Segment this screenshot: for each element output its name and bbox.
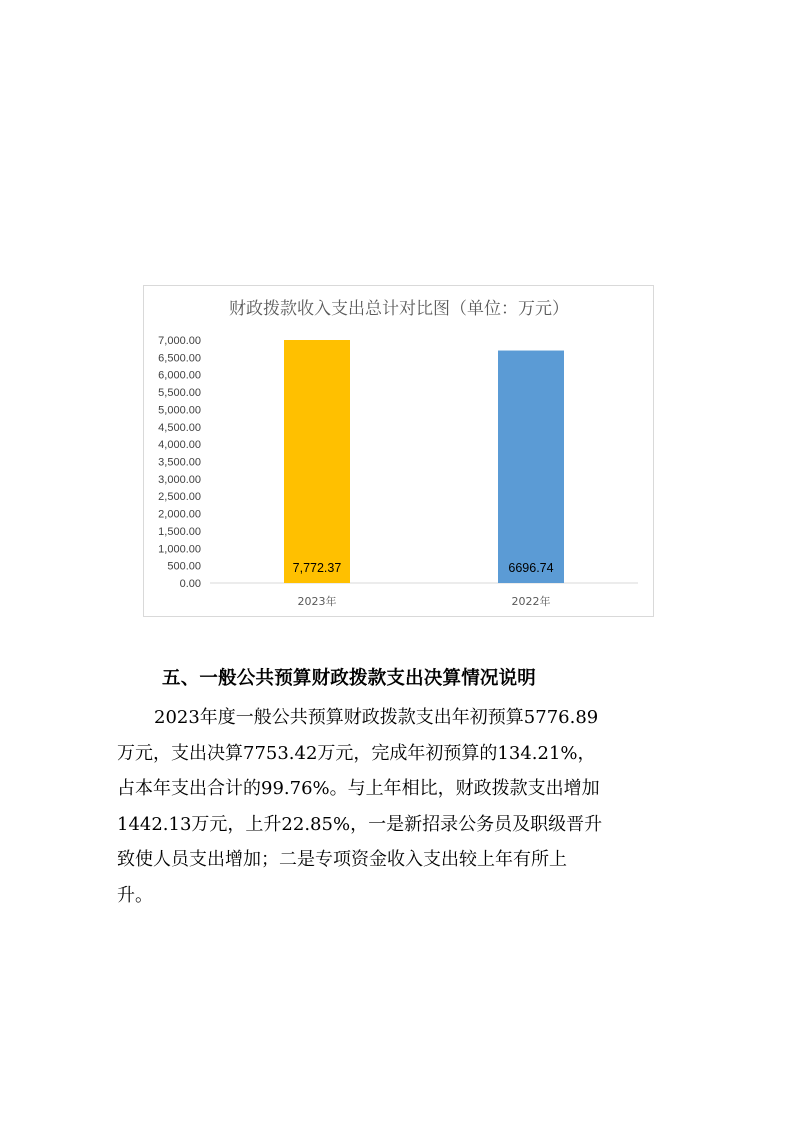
y-tick-label: 6,000.00: [158, 369, 201, 382]
y-tick-label: 4,500.00: [158, 421, 201, 434]
bar-2022年: [498, 351, 564, 583]
y-tick-label: 2,500.00: [158, 491, 201, 504]
data-labels: [293, 561, 554, 575]
y-tick-label: 2,000.00: [158, 508, 201, 521]
section-heading: 五、一般公共预算财政拨款支出决算情况说明: [162, 668, 537, 689]
y-tick-label: 500.00: [167, 560, 201, 573]
category-labels: [298, 594, 551, 608]
body-line-4: 1442.13万元，上升22.85%，一是新招录公务员及职级晋升: [117, 813, 603, 835]
x-category-label: 2023年: [297, 595, 337, 608]
y-tick-label: 1,500.00: [158, 525, 201, 538]
bar-chart: [143, 285, 654, 617]
section-body: [117, 700, 677, 914]
y-tick-label: 5,500.00: [158, 387, 201, 400]
chart-title: 财政拨款收入支出总计对比图（单位：万元）: [229, 299, 569, 319]
body-line-2: 万元，支出决算7753.42万元，完成年初预算的134.21%，: [117, 742, 596, 764]
y-tick-label: 7,000.00: [158, 335, 201, 347]
bar-2023年: [284, 340, 350, 583]
y-axis-ticks: [158, 335, 201, 590]
y-tick-label: 5,000.00: [158, 404, 201, 417]
body-line-5: 致使人员支出增加；二是专项资金收入支出较上年有所上: [117, 849, 567, 871]
data-label-2023年: 7,772.37: [292, 561, 342, 575]
data-label-2022年: 6696.74: [508, 561, 554, 575]
body-line-6: 升。: [117, 884, 153, 906]
y-tick-label: 3,000.00: [158, 473, 201, 486]
x-category-label: 2022年: [511, 595, 551, 608]
y-tick-label: 4,000.00: [158, 439, 201, 452]
body-line-1: 2023年度一般公共预算财政拨款支出年初预算5776.89: [154, 707, 599, 728]
y-tick-label: 1,000.00: [158, 543, 201, 556]
y-tick-label: 3,500.00: [158, 456, 201, 469]
chart-svg: [144, 286, 655, 618]
bars: [284, 340, 564, 583]
y-tick-label: 0.00: [179, 578, 201, 590]
y-tick-label: 6,500.00: [158, 352, 201, 365]
body-line-3: 占本年支出合计的99.76%。与上年相比，财政拨款支出增加: [117, 778, 600, 800]
